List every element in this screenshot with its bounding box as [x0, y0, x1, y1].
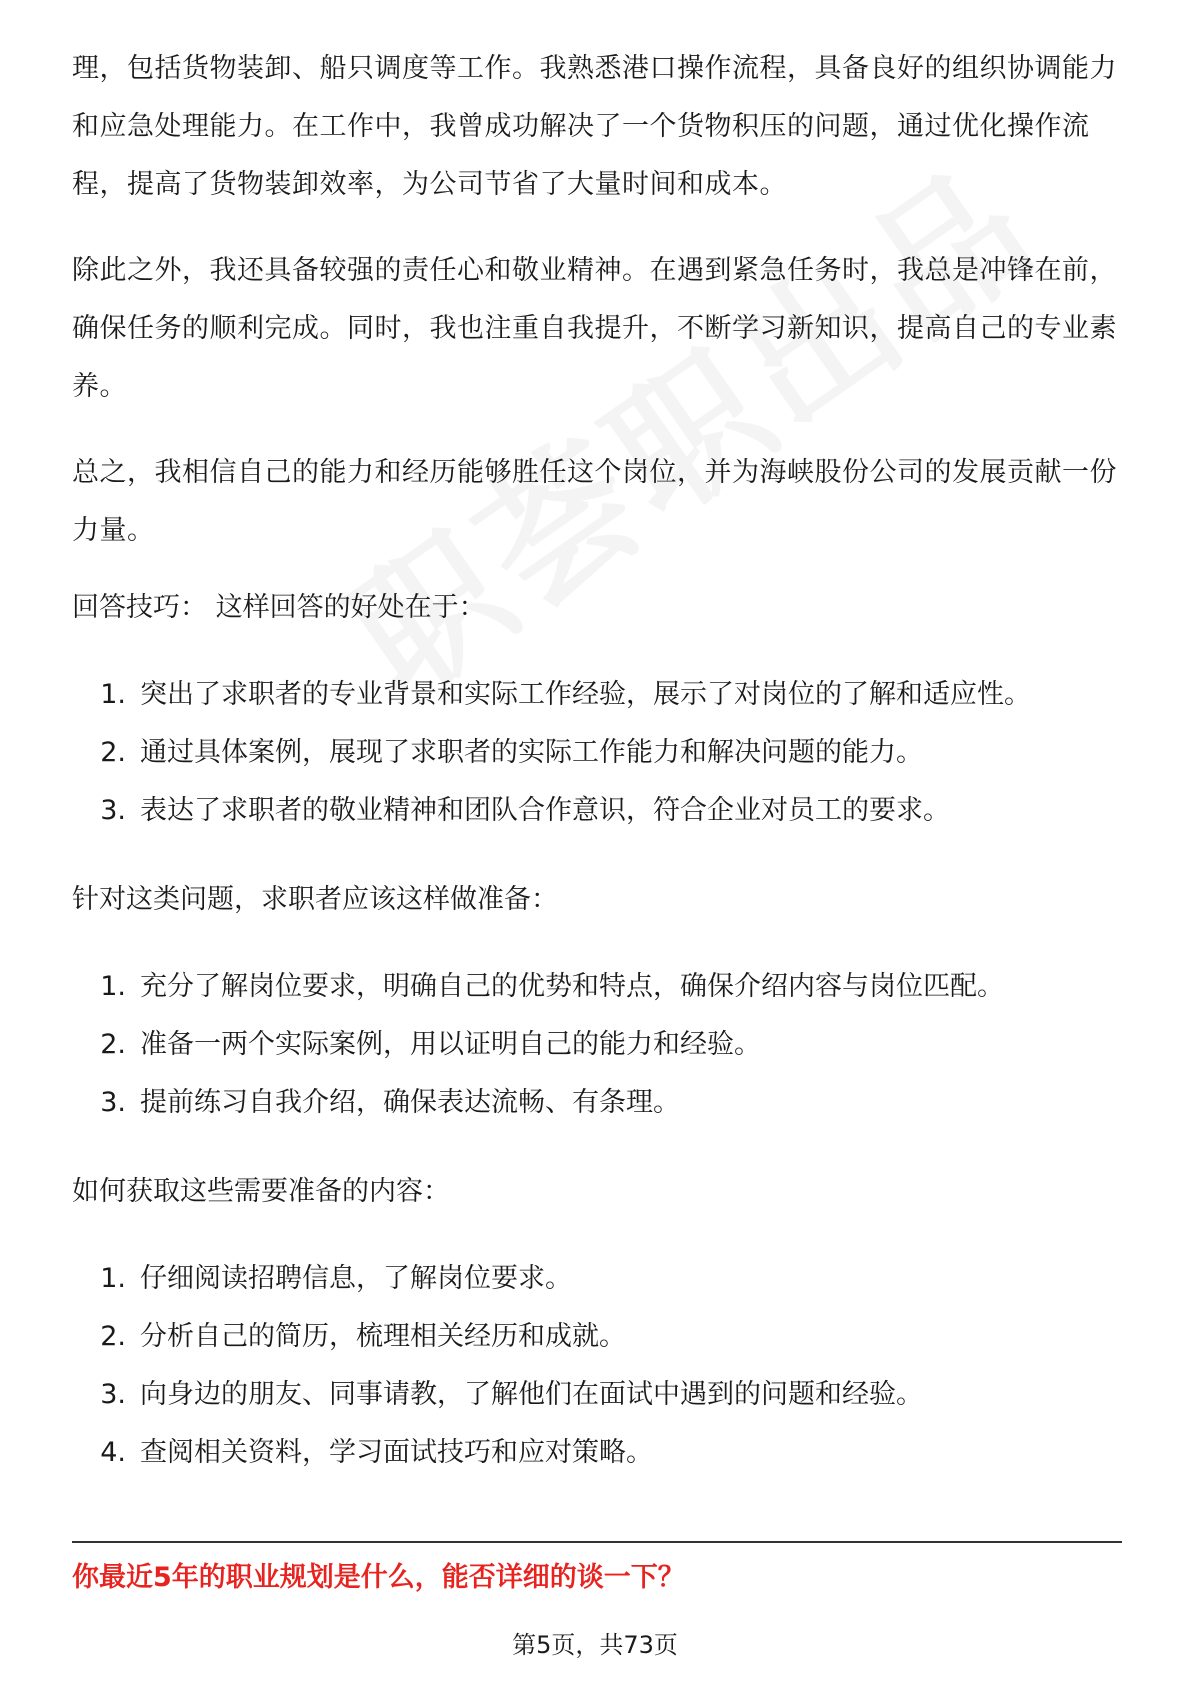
list-item-text: 仔细阅读招聘信息，了解岗位要求。 — [140, 1263, 572, 1294]
paragraph-experience: 理，包括货物装卸、船只调度等工作。我熟悉港口操作流程，具备良好的组织协调能力和应急处理能力。在工作中，我曾成功解决了一个货物积压的问题，通过优化操作流程，提高了货物装卸效率，为公司节省了大量时间和成本。 — [72, 53, 1117, 200]
list-item-text: 通过具体案例，展现了求职者的实际工作能力和解决问题的能力。 — [140, 737, 923, 768]
paragraph-conclusion: 总之，我相信自己的能力和经历能够胜任这个岗位，并为海峡股份公司的发展贡献一份力量。 — [72, 457, 1117, 546]
list-number: 1. — [100, 971, 126, 1002]
list-item — [72, 958, 1122, 1016]
list-number: 3. — [100, 1379, 126, 1410]
list-item-text: 提前练习自我介绍，确保表达流畅、有条理。 — [140, 1087, 680, 1118]
paragraph-responsibility: 除此之外，我还具备较强的责任心和敬业精神。在遇到紧急任务时，我总是冲锋在前，确保任务的顺利完成。同时，我也注重自我提升，不断学习新知识，提高自己的专业素养。 — [72, 255, 1117, 402]
list-item — [72, 1250, 1122, 1308]
list-item — [72, 1366, 1122, 1424]
list-number: 3. — [100, 1087, 126, 1118]
section-divider — [72, 1541, 1122, 1543]
list-number: 1. — [100, 679, 126, 710]
list-number: 1. — [100, 1263, 126, 1294]
list-number: 2. — [100, 1321, 126, 1352]
document-body — [72, 40, 1122, 1522]
tips-label: 回答技巧： 这样回答的好处在于： — [72, 592, 486, 623]
list-item — [72, 1308, 1122, 1366]
list-item — [72, 666, 1122, 724]
list-item-text: 向身边的朋友、同事请教，了解他们在面试中遇到的问题和经验。 — [140, 1379, 923, 1410]
list-item — [72, 724, 1122, 782]
list-item-text: 突出了求职者的专业背景和实际工作经验，展示了对岗位的了解和适应性。 — [140, 679, 1031, 710]
list-item-text: 准备一两个实际案例，用以证明自己的能力和经验。 — [140, 1029, 761, 1060]
page-footer: 第5页，共73页 — [512, 1631, 678, 1659]
prep-label: 针对这类问题，求职者应该这样做准备： — [72, 884, 558, 915]
sources-list — [72, 1250, 1122, 1482]
next-question-heading: 你最近5年的职业规划是什么，能否详细的谈一下？ — [72, 1562, 685, 1593]
list-item-text: 充分了解岗位要求，明确自己的优势和特点，确保介绍内容与岗位匹配。 — [140, 971, 1004, 1002]
list-number: 3. — [100, 795, 126, 826]
list-number: 4. — [100, 1437, 126, 1468]
list-item-text: 分析自己的简历，梳理相关经历和成就。 — [140, 1321, 626, 1352]
list-item — [72, 1016, 1122, 1074]
list-item — [72, 782, 1122, 840]
tips-list — [72, 666, 1122, 840]
prep-list — [72, 958, 1122, 1132]
sources-label: 如何获取这些需要准备的内容： — [72, 1176, 450, 1207]
list-number: 2. — [100, 737, 126, 768]
list-item-text: 查阅相关资料，学习面试技巧和应对策略。 — [140, 1437, 653, 1468]
list-item — [72, 1424, 1122, 1482]
list-item-text: 表达了求职者的敬业精神和团队合作意识，符合企业对员工的要求。 — [140, 795, 950, 826]
list-item — [72, 1074, 1122, 1132]
list-number: 2. — [100, 1029, 126, 1060]
